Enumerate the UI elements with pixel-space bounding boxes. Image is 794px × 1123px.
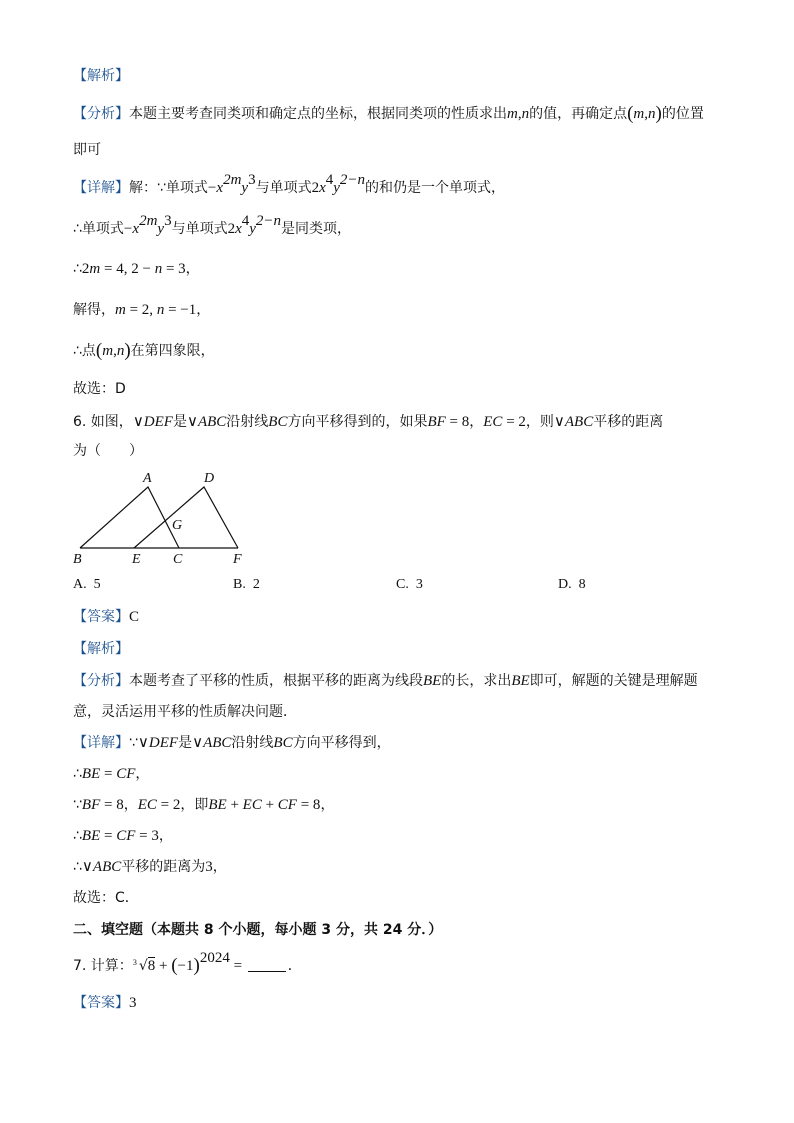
xiangjie-label-2: 【详解】	[73, 735, 129, 751]
q7-stem: 7. 计算： 3 $√8 + (-1)^{2024}$ = ．	[73, 950, 302, 976]
q6-stem-cont: 为（ ）	[73, 443, 143, 459]
label-g: G	[172, 518, 183, 533]
q6-detail: 【详解】∵∨DEF是∨ABC沿射线BC方向平移得到，	[73, 735, 391, 751]
q7-answer: 【答案】3	[73, 995, 137, 1011]
daan-label-1: 【答案】	[73, 609, 129, 625]
section2-title: 二、填空题（本题共 8 个小题，每小题 3 分，共 24 分．）	[73, 922, 443, 938]
triangle-def	[134, 487, 238, 548]
q5-step5: ∴点(m,n)在第四象限，	[73, 340, 215, 361]
label-d: D	[204, 471, 215, 486]
label-e: E	[132, 552, 141, 567]
option-b: B. 2	[233, 577, 260, 592]
label-c: C	[173, 552, 183, 567]
q5-step4: 解得，m = 2, n = −1，	[73, 302, 211, 318]
q6-step3: ∵BF = 8，EC = 2，即BE + EC + CF = 8，	[73, 797, 335, 813]
fenxi-label-1: 【分析】	[73, 106, 129, 122]
triangle-abc	[80, 487, 179, 548]
q6-analysis-cont: 意，灵活运用平移的性质解决问题．	[73, 704, 297, 720]
option-a: A. 5	[73, 577, 101, 592]
option-c: C. 3	[396, 577, 423, 592]
q5-detail: 【详解】解：∵单项式$-x^{2m}y^3$与单项式$2x^4y^{2-n}$的和仍是一个单项式，	[73, 172, 506, 196]
q5-choice: 故选：D	[73, 381, 126, 397]
q5-step2: ∴单项式$-x^{2m}y^3$与单项式$2x^4y^{2-n}$是同类项，	[73, 213, 352, 237]
q6-stem: 6. 如图，∨DEF是∨ABC沿射线BC方向平移得到的，如果BF = 8，EC = 2，则∨ABC平移的距离	[73, 414, 664, 430]
jiexi-label-2: 【解析】	[73, 641, 129, 657]
option-d: D. 8	[558, 577, 586, 592]
label-b: B	[73, 552, 82, 567]
q6-step4: ∴BE = CF = 3，	[73, 828, 173, 844]
q5-analysis-cont: 即可	[73, 142, 101, 158]
cube-root: 3 √8	[132, 958, 156, 974]
q6-analysis: 【分析】本题考查了平移的性质，根据平移的距离为线段BE的长，求出BE即可，解题的关键是理解题	[73, 673, 698, 689]
q5-step3: ∴2m = 4, 2 − n = 3，	[73, 261, 200, 277]
q5-analysis: 【分析】本题主要考查同类项和确定点的坐标，根据同类项的性质求出m,n的值，再确定点(m,n)的位置	[73, 103, 704, 124]
label-f: F	[233, 552, 242, 567]
daan-label-2: 【答案】	[73, 995, 129, 1011]
fenxi-label-2: 【分析】	[73, 673, 129, 689]
label-a: A	[143, 471, 152, 486]
translation-figure	[64, 465, 264, 573]
q6-step2: ∴BE = CF，	[73, 766, 150, 782]
q6-answer: 【答案】C	[73, 609, 140, 625]
jiexi-label-1: 【解析】	[73, 68, 129, 84]
answer-blank[interactable]	[248, 957, 286, 972]
xiangjie-label-1: 【详解】	[73, 180, 129, 196]
q6-choice: 故选：C．	[73, 890, 139, 906]
q6-step5: ∴∨ABC平移的距离为3，	[73, 859, 227, 875]
